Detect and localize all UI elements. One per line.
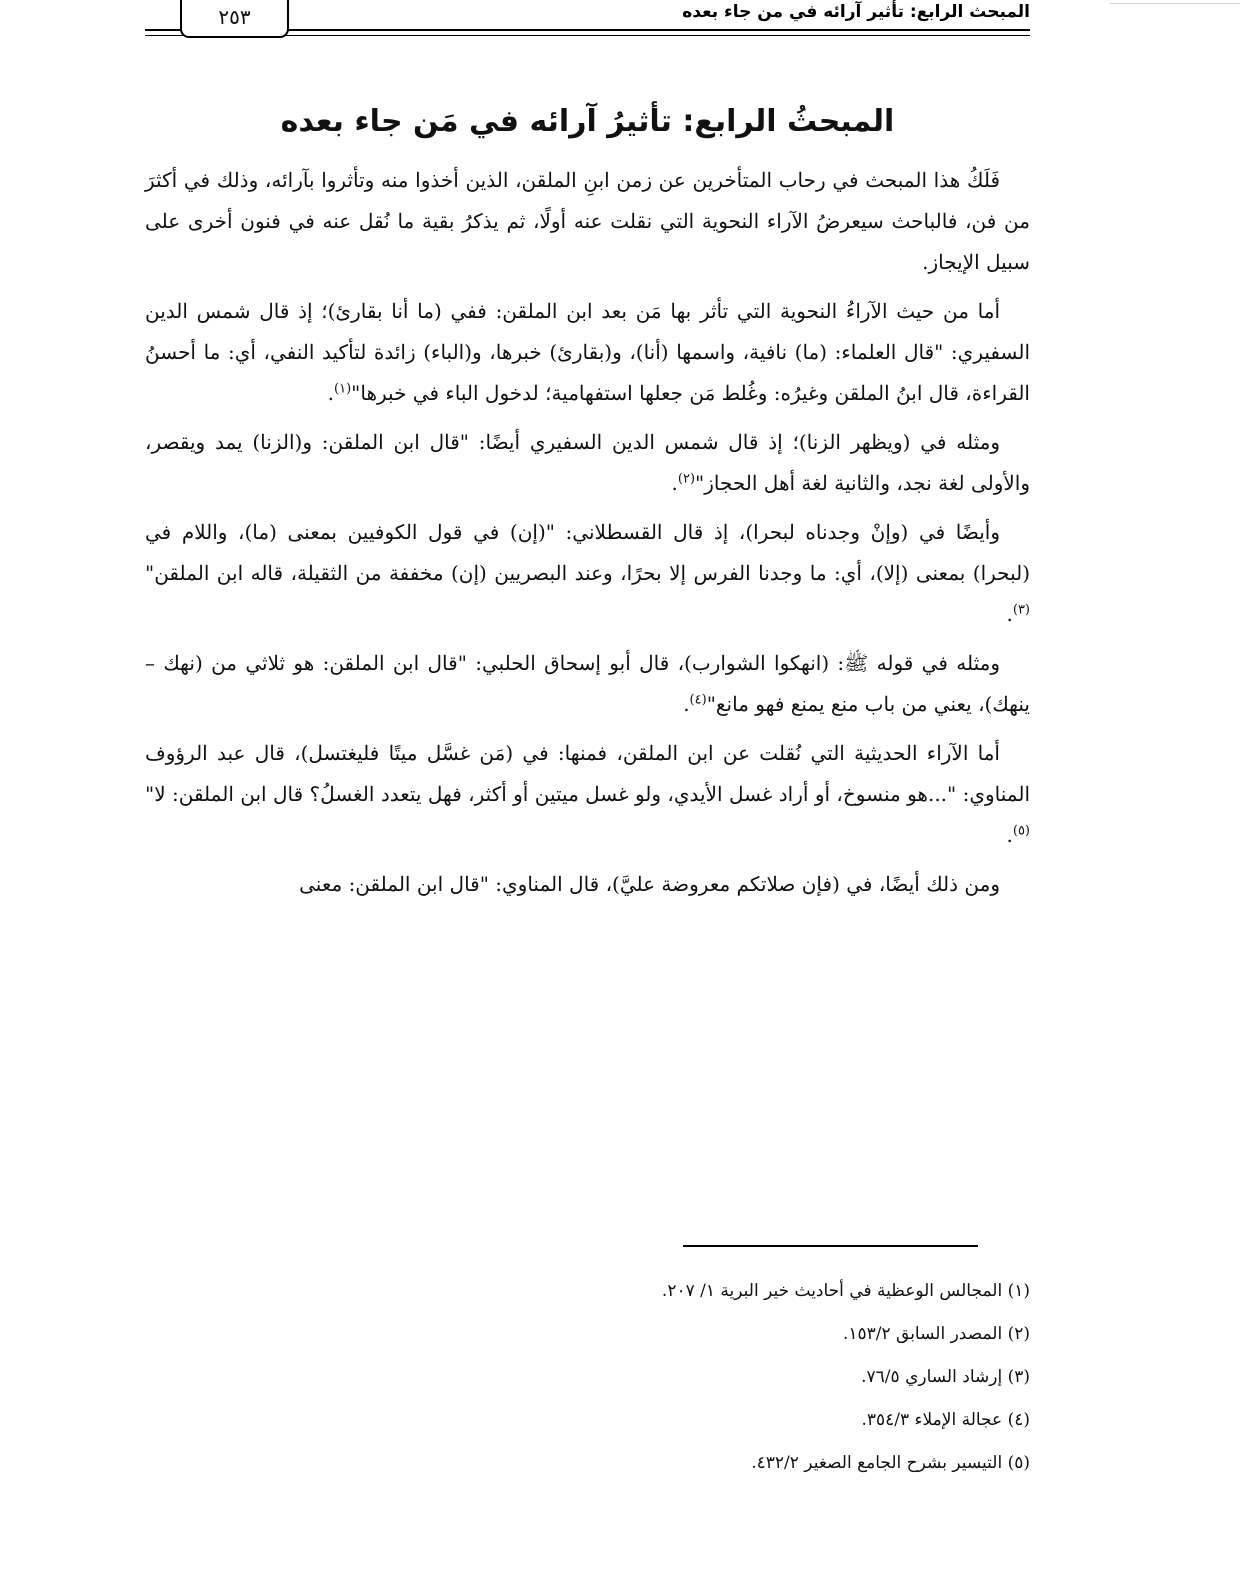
footnote-item: (١) المجالس الوعظية في أحاديث خير البرية ١/ ٢٠٧. xyxy=(661,1281,1030,1301)
footnotes xyxy=(145,1270,1030,1485)
footnote-item: (٣) إرشاد الساري ٧٦/٥. xyxy=(861,1367,1030,1387)
paragraph-text: ومثله في قوله ﷺ: (انهكوا الشوارب)، قال أبو إسحاق الحلبي: "قال ابن الملقن: هو ثلاثي من (نهك – ينهك)، يعني من باب منع يمنع فهو مانع" xyxy=(145,651,1030,716)
footnote-separator xyxy=(683,1245,978,1247)
footnote-item: (٢) المصدر السابق ١٥٣/٢. xyxy=(842,1324,1030,1344)
footnote-item: (٥) التيسير بشرح الجامع الصغير ٤٣٢/٢. xyxy=(751,1453,1030,1473)
paragraph: أما من حيث الآراءُ النحوية التي تأثر بها مَن بعد ابن الملقن: ففي (ما أنا بقارئ)؛ إذ قال شمس الدين السفيري: "قال العلماء: (ما) نافية، واسمها (أنا)، و(بقارئ) خبرها، و(الباء) زائدة لتأكيد النفي، أي: ما أحسنُ القراءة، قال ابنُ الملقن وغيرُه: وغُلط مَن جعلها استفهامية؛ لدخول الباء في خبرها"$^{(١)}$. xyxy=(145,299,1030,405)
paragraph-text: أما الآراء الحديثية التي نُقلت عن ابن الملقن، فمنها: في (مَن غسَّل ميتًا فليغتسل)، قال عبد الرؤوف المناوي: "...هو منسوخ، أو أراد غسل الأيدي، ولو غسل ميتين أو أكثر، فهل يتعدد الغسلُ؟ قال ابن الملقن: لا" xyxy=(145,741,1030,806)
footnote-ref[interactable]: (١) xyxy=(334,381,352,397)
footnote-ref[interactable]: (٥) xyxy=(1012,823,1030,839)
running-header-title: المبحث الرابع: تأثير آرائه في من جاء بعده xyxy=(682,2,1030,22)
paragraph-text: ومثله في (ويظهر الزنا)؛ إذ قال شمس الدين السفيري أيضًا: "قال ابن الملقن: و(الزنا) يمد ويقصر، والأولى لغة نجد، والثانية لغة أهل الحجاز" xyxy=(145,430,1030,495)
footnote-item: (٤) عجالة الإملاء ٣٥٤/٣. xyxy=(861,1410,1030,1430)
corner-mark xyxy=(1110,3,1240,4)
paragraph-text: ومن ذلك أيضًا، في (فإن صلاتكم معروضة عليَّ)، قال المناوي: "قال ابن الملقن: معنى xyxy=(299,872,1000,896)
paragraph-text: وأيضًا في (وإنْ وجدناه لبحرا)، إذ قال القسطلاني: "(إن) في قول الكوفيين بمعنى (ما)، واللام في (لبحرا) بمعنى (إلا)، أي: ما وجدنا الفرس إلا بحرًا، وعند البصريين (إن) مخففة من الثقيلة، قاله ابن الملقن" xyxy=(145,520,1030,585)
paragraph: أما الآراء الحديثية التي نُقلت عن ابن الملقن، فمنها: في (مَن غسَّل ميتًا فليغتسل)، قال عبد الرؤوف المناوي: "...هو منسوخ، أو أراد غسل الأيدي، ولو غسل ميتين أو أكثر، فهل يتعدد الغسلُ؟ قال ابن الملقن: لا"$^{(٥)}$. xyxy=(145,741,1030,847)
section-title: المبحثُ الرابع: تأثيرُ آرائه في مَن جاء بعده xyxy=(280,104,895,139)
footnote-ref[interactable]: (٣) xyxy=(1012,602,1030,618)
footnote-ref[interactable]: (٤) xyxy=(689,692,707,708)
body-text xyxy=(145,160,1030,913)
paragraph: ومثله في (ويظهر الزنا)؛ إذ قال شمس الدين السفيري أيضًا: "قال ابن الملقن: و(الزنا) يمد ويقصر، والأولى لغة نجد، والثانية لغة أهل الحجاز"$^{(٢)}$. xyxy=(145,430,1030,495)
paragraph: وأيضًا في (وإنْ وجدناه لبحرا)، إذ قال القسطلاني: "(إن) في قول الكوفيين بمعنى (ما)، واللام في (لبحرا) بمعنى (إلا)، أي: ما وجدنا الفرس إلا بحرًا، وعند البصريين (إن) مخففة من الثقيلة، قاله ابن الملقن"$^{(٣)}$. xyxy=(145,520,1030,626)
paragraph xyxy=(145,864,1030,905)
paragraph xyxy=(145,160,1030,283)
paragraph: ومثله في قوله ﷺ: (انهكوا الشوارب)، قال أبو إسحاق الحلبي: "قال ابن الملقن: هو ثلاثي من (نهك – ينهك)، يعني من باب منع يمنع فهو مانع"$^{(٤)}$. xyxy=(145,651,1030,716)
paragraph-text: أما من حيث الآراءُ النحوية التي تأثر بها مَن بعد ابن الملقن: ففي (ما أنا بقارئ)؛ إذ قال شمس الدين السفيري: "قال العلماء: (ما) نافية، واسمها (أنا)، و(بقارئ) خبرها، و(الباء) زائدة لتأكيد النفي، أي: ما أحسنُ القراءة، قال ابنُ الملقن وغيرُه: وغُلط مَن جعلها استفهامية؛ لدخول الباء في خبرها" xyxy=(145,299,1030,405)
footnote-ref[interactable]: (٢) xyxy=(677,471,696,487)
page-number: ٢٥٣ xyxy=(180,0,289,38)
running-header xyxy=(145,0,1030,44)
paragraph-text: فَلَكُ هذا المبحث في رحاب المتأخرين عن زمن ابنِ الملقن، الذين أخذوا منه وتأثروا بآرائه، وذلك في أكثرَ من فن، فالباحث سيعرضُ الآراء النحوية التي نقلت عنه أولًا، ثم يذكرُ بقية ما نُقل عنه في فنون أخرى على سبيل الإيجاز. xyxy=(145,168,1030,274)
